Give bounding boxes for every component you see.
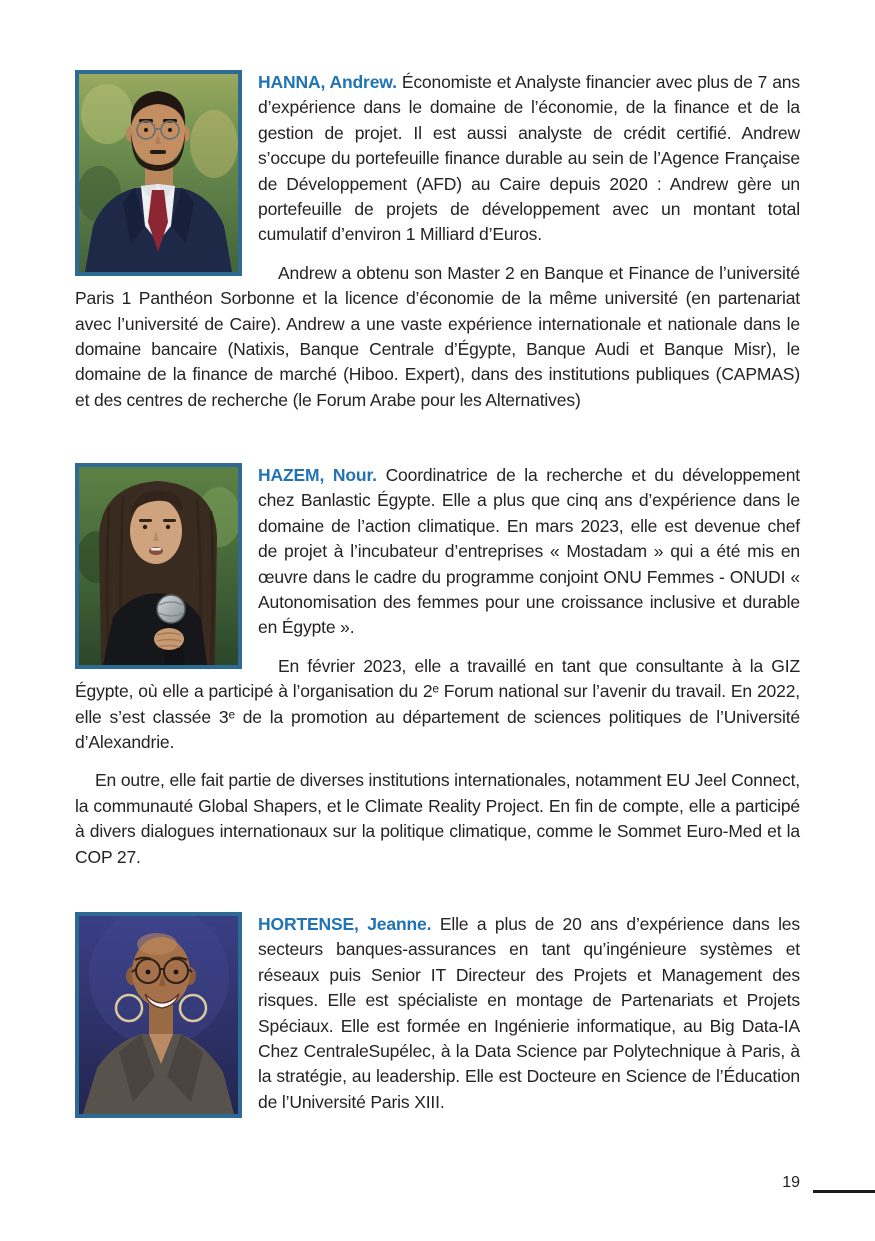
page-number: 19 xyxy=(782,1174,800,1191)
photo-hortense-jeanne xyxy=(75,912,242,1118)
person-name: HORTENSE, Jeanne. xyxy=(258,914,432,934)
portrait-man-suit-icon xyxy=(79,74,238,272)
profile-hortense-jeanne xyxy=(75,912,800,1128)
profile-hanna-andrew xyxy=(75,70,800,426)
portrait-woman-microphone-icon xyxy=(79,467,238,665)
person-name: HAZEM, Nour. xyxy=(258,465,377,485)
photo-hanna-andrew xyxy=(75,70,242,276)
bio-paragraph: En outre, elle fait partie de diverses institutions internationales, notamment EU Jeel Connect, la communauté Global Shapers, et le Climate Reality Project. En fin de compte, elle a participé à divers dialogues internationaux sur la politique climatique, comme le Sommet Euro-Med et la COP 27. xyxy=(75,770,800,867)
bio-paragraph: Andrew a obtenu son Master 2 en Banque et Finance de l’université Paris 1 Panthéon Sorbonne et la licence d’économie de la même université (en partenariat avec l’université de Caire). Andrew a une vaste expérience internationale et nationale dans le domaine bancaire (Natixis, Banque Centrale d’Égypte, Banque Audi et Banque Misr), le domaine de la finance de marché (Hiboo. Expert), dans des institutions publiques (CAPMAS) et des centres de recherche (le Forum Arabe pour les Alternatives) xyxy=(75,262,800,410)
person-name: HANNA, Andrew. xyxy=(258,72,397,92)
bio-text: Elle a plus de 20 ans d’expérience dans les secteurs banques-assurances en tant qu’ingénieure systèmes et réseaux puis Senior IT Directeur des Projets et Management des risques. Elle est spécialiste en montage de Partenariats et Projets Spéciaux. Elle est formée en Ingénierie informatique, au Big Data-IA Chez CentraleSupélec, à la Data Science par Polytechnique à Paris, à la stratégie, au leadership. Elle est Docteure en Science de l’Éducation de l’Université Paris XIII. xyxy=(258,914,800,1112)
bio-text: Économiste et Analyste financier avec plus de 7 ans d’expérience dans le domaine de l’économie, de la finance et de la gestion de projet. Il est aussi analyste de crédit certifié. Andrew s’occupe du portefeuille finance durable au sein de l’Agence Française de Développement (AFD) au Caire depuis 2020 : Andrew gère un portefeuille de projets de développement avec un montant total cumulatif d’environ 1 Milliard d’Euros. xyxy=(258,72,800,245)
profile-hazem-nour xyxy=(75,463,800,883)
portrait-woman-glasses-icon xyxy=(79,916,238,1114)
bio-text: Coordinatrice de la recherche et du développement chez Banlastic Égypte. Elle a plus que cinq ans d’expérience dans le domaine de l’action climatique. En mars 2023, elle est devenue chef de projet à l’incubateur d’entreprises « Mostadam » qui a été mis en œuvre dans le cadre du programme conjoint ONU Femmes - ONUDI « Autonomisation des femmes pour une croissance inclusive et durable en Égypte ». xyxy=(258,465,800,638)
footer-rule xyxy=(813,1190,875,1193)
photo-hazem-nour xyxy=(75,463,242,669)
bio-paragraph: En février 2023, elle a travaillé en tant que consultante à la GIZ Égypte, où elle a participé à l’organisation du 2ᵉ Forum national sur l’avenir du travail. En 2022, elle s’est classée 3ᵉ de la promotion au département de sciences politiques de l’Université d’Alexandrie. xyxy=(75,655,800,753)
